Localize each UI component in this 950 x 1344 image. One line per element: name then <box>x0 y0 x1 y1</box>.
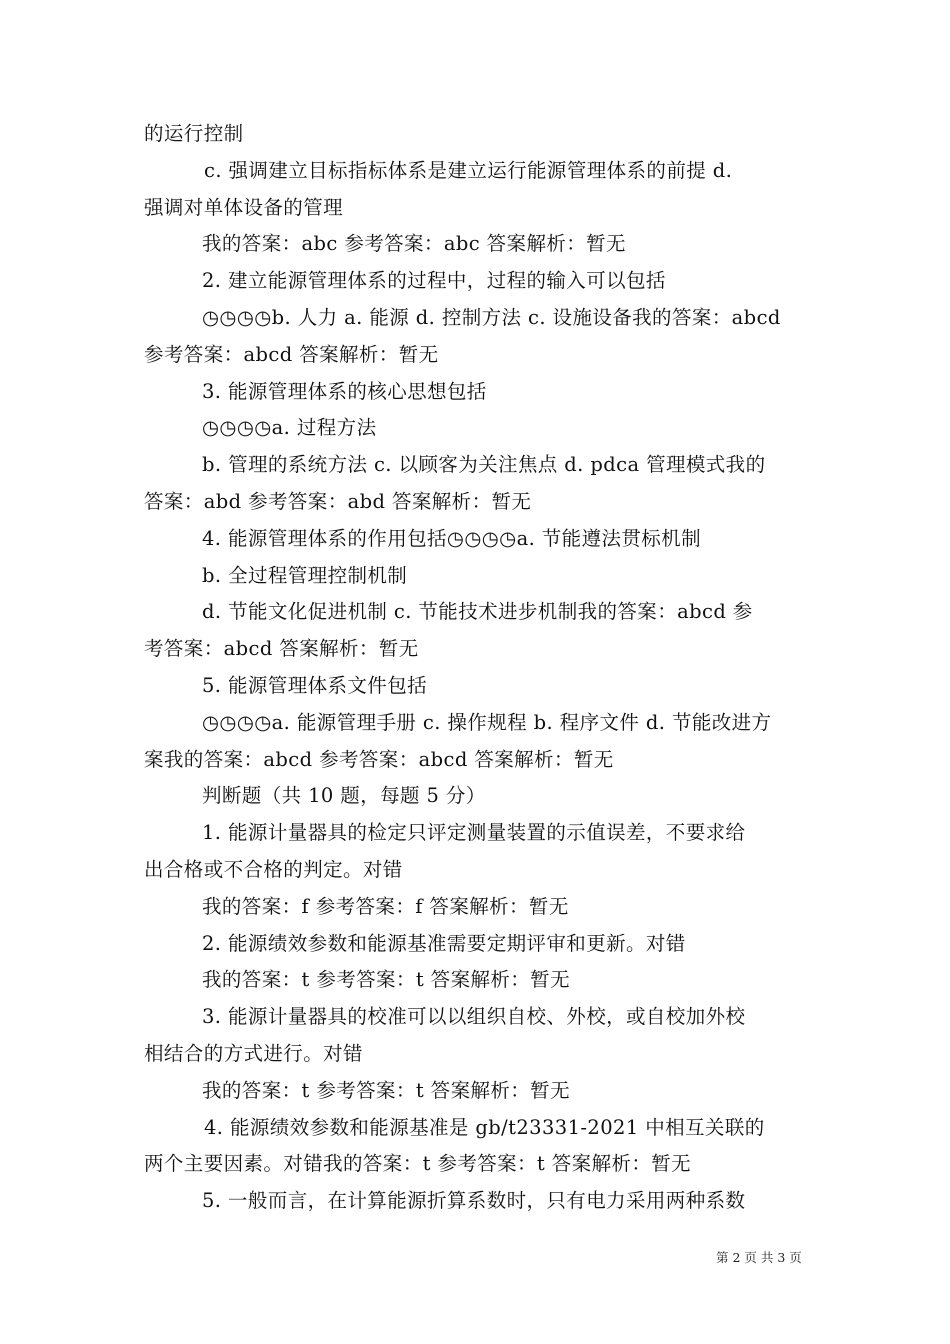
options-line: ◷◷◷◷b. 人力 a. 能源 d. 控制方法 c. 设施设备我的答案：abcd <box>202 305 781 329</box>
text-line: 强调对单体设备的管理 <box>144 195 344 219</box>
question-line: 5. 一般而言，在计算能源折算系数时，只有电力采用两种系数 <box>202 1189 746 1213</box>
answer-line: 参考答案：abcd 答案解析：暂无 <box>144 342 439 366</box>
options-line: d. 节能文化促进机制 c. 节能技术进步机制我的答案：abcd 参 <box>202 600 753 624</box>
page-number-footer: 第 2 页 共 3 页 <box>716 1250 802 1265</box>
answer-line: 答案：abd 参考答案：abd 答案解析：暂无 <box>144 489 532 513</box>
question-line: 出合格或不合格的判定。对错 <box>144 857 403 881</box>
options-line: ◷◷◷◷a. 能源管理手册 c. 操作规程 b. 程序文件 d. 节能改进方 <box>202 710 772 734</box>
text-line: c. 强调建立目标指标体系是建立运行能源管理体系的前提 d. <box>204 158 733 182</box>
answer-line: 两个主要因素。对错我的答案：t 参考答案：t 答案解析：暂无 <box>144 1152 692 1176</box>
question-line: 相结合的方式进行。对错 <box>144 1041 363 1065</box>
document-body <box>144 116 810 1220</box>
question-line: 2. 建立能源管理体系的过程中，过程的输入可以包括 <box>202 269 666 293</box>
question-line: 4. 能源管理体系的作用包括◷◷◷◷a. 节能遵法贯标机制 <box>202 526 701 550</box>
answer-line: 案我的答案：abcd 参考答案：abcd 答案解析：暂无 <box>144 747 614 771</box>
answer-line: 考答案：abcd 答案解析：暂无 <box>144 637 419 661</box>
answer-line: 我的答案：t 参考答案：t 答案解析：暂无 <box>202 1078 570 1102</box>
answer-line: 我的答案：t 参考答案：t 答案解析：暂无 <box>202 968 570 992</box>
question-line: 3. 能源计量器具的校准可以以组织自校、外校，或自校加外校 <box>202 1005 746 1029</box>
section-heading: 判断题（共 10 题，每题 5 分） <box>202 784 486 808</box>
options-line: b. 全过程管理控制机制 <box>202 563 408 587</box>
options-line: b. 管理的系统方法 c. 以顾客为关注焦点 d. pdca 管理模式我的 <box>202 453 766 477</box>
question-line: 1. 能源计量器具的检定只评定测量装置的示值误差，不要求给 <box>202 821 746 845</box>
answer-line: 我的答案：f 参考答案：f 答案解析：暂无 <box>202 894 569 918</box>
answer-line: 我的答案：abc 参考答案：abc 答案解析：暂无 <box>202 232 626 256</box>
options-line: ◷◷◷◷a. 过程方法 <box>202 416 377 440</box>
question-line: 4. 能源绩效参数和能源基准是 gb/t23331-2021 中相互关联的 <box>204 1115 765 1139</box>
question-line: 2. 能源绩效参数和能源基准需要定期评审和更新。对错 <box>202 931 686 955</box>
question-line: 3. 能源管理体系的核心思想包括 <box>202 379 487 403</box>
question-line: 5. 能源管理体系文件包括 <box>202 673 428 697</box>
text-line: 的运行控制 <box>144 122 244 145</box>
